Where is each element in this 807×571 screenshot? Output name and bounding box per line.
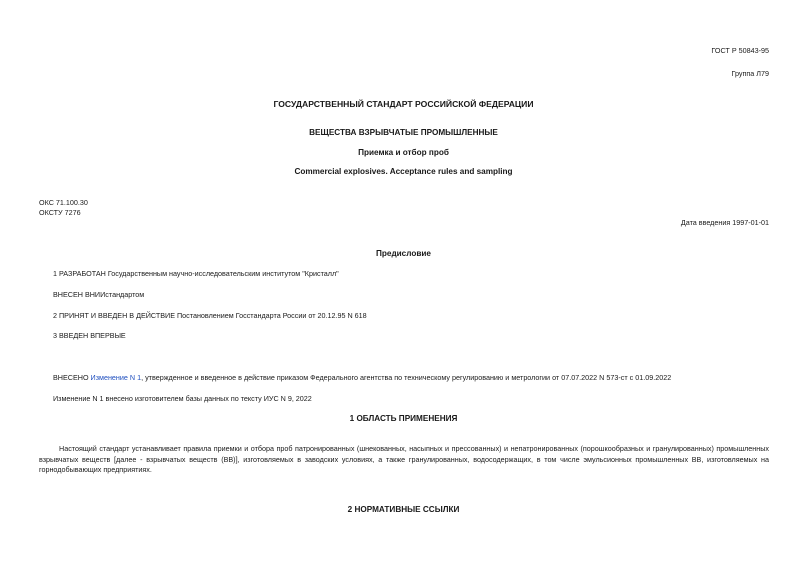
preface-item-1-submitted: ВНЕСЕН ВНИИстандартом: [53, 290, 145, 299]
section-1-paragraph: Настоящий стандарт устанавливает правила приемки и отбора проб патронированных (шнекованных, насыпных и прессованных) и непатронированных (порошкообразных и гранулированных) промышленных взрывчатых веществ [далее - взрывчатых веществ (ВВ)], изготовляемых в заводских условиях, а также гранулированных, водосодержащих, в том числе эмульсионных промышленных ВВ, изготовляемых на горнодобывающих предприятиях.: [39, 444, 769, 474]
preface-item-3: 3 ВВЕДЕН ВПЕРВЫЕ: [53, 331, 126, 340]
amendment-prefix: ВНЕСЕНО: [53, 373, 91, 382]
state-standard-title: ГОСУДАРСТВЕННЫЙ СТАНДАРТ РОССИЙСКОЙ ФЕДЕРАЦИИ: [273, 99, 534, 109]
section-2-heading: 2 НОРМАТИВНЫЕ ССЫЛКИ: [347, 505, 460, 514]
classification-group: Группа Л79: [731, 69, 769, 78]
preface-item-2: 2 ПРИНЯТ И ВВЕДЕН В ДЕЙСТВИЕ Постановлением Госстандарта России от 20.12.95 N 618: [53, 311, 367, 320]
amendment-note: Изменение N 1 внесено изготовителем базы данных по тексту ИУС N 9, 2022: [53, 394, 312, 403]
document-title-english: Commercial explosives. Acceptance rules and sampling: [294, 167, 513, 176]
section-1-heading: 1 ОБЛАСТЬ ПРИМЕНЕНИЯ: [349, 414, 458, 423]
okstu-code: ОКСТУ 7276: [39, 208, 81, 217]
preface-item-1: 1 РАЗРАБОТАН Государственным научно-исследовательским институтом "Кристалл": [53, 269, 339, 278]
amendment-suffix: , утвержденное и введенное в действие приказом Федерального агентства по техническому регулированию и метрологии от 07.07.2022 N 573-ст с 01.09.2022: [141, 373, 672, 382]
document-title: ВЕЩЕСТВА ВЗРЫВЧАТЫЕ ПРОМЫШЛЕННЫЕ: [309, 128, 498, 137]
intro-date: Дата введения 1997-01-01: [680, 218, 769, 227]
gost-number: ГОСТ Р 50843-95: [711, 46, 769, 55]
preface-heading: Предисловие: [376, 249, 431, 258]
amendment-link[interactable]: Изменение N 1: [90, 373, 142, 382]
document-subtitle: Приемка и отбор проб: [358, 148, 449, 157]
oks-code: ОКС 71.100.30: [39, 198, 88, 207]
amendment-line: [53, 373, 671, 382]
